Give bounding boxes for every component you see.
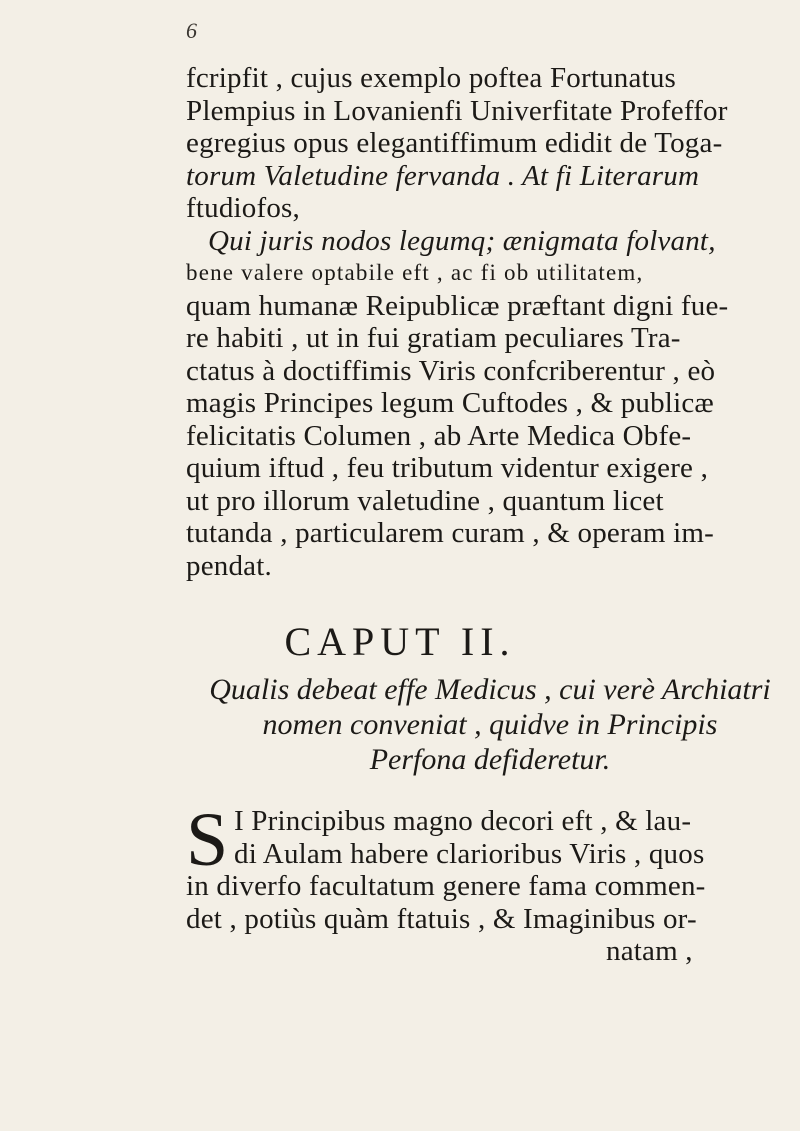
- page-number: 6: [186, 18, 197, 43]
- text-line: ut pro illorum valetudine , quantum licet: [186, 484, 664, 517]
- paragraph-1: [186, 62, 786, 582]
- text-line: fcripfit , cujus exemplo poftea Fortunatus: [186, 62, 677, 94]
- text-line: in diverfo facultatum genere fama commen-: [186, 870, 706, 902]
- text-line: pendat.: [186, 549, 272, 582]
- chapter-subtitle: [180, 672, 800, 777]
- subtitle-line: Perfona defideretur.: [369, 743, 611, 776]
- text-line: I Principibus magno decori eft , & lau-: [234, 805, 692, 837]
- verse-line: Qui juris nodos legumq; ænigmata folvant,: [208, 224, 716, 257]
- paragraph-2: [186, 798, 786, 968]
- text-line: torum Valetudine fervanda . At fi Literarum: [186, 159, 700, 192]
- text-line: felicitatis Columen , ab Arte Medica Obfe-: [186, 419, 692, 452]
- subtitle-line: nomen conveniat , quidve in Principis: [262, 708, 718, 741]
- text-line: re habiti , ut in fui gratiam peculiares Tra-: [186, 322, 681, 354]
- chapter-heading: CAPUT II.: [284, 619, 516, 664]
- text-line: quium iftud , feu tributum videntur exigere ,: [186, 452, 709, 484]
- drop-cap: S: [186, 798, 229, 882]
- text-line: ftudiofos,: [186, 192, 300, 224]
- text-line: egregius opus elegantiffimum edidit de Toga-: [186, 127, 723, 159]
- text-line: det , potiùs quàm ftatuis , & Imaginibus or-: [186, 902, 697, 935]
- text-line: bene valere optabile eft , ac fi ob utilitatem,: [186, 260, 644, 285]
- text-line: Plempius in Lovanienfi Univerfitate Profeffor: [186, 94, 728, 127]
- text-line: magis Principes legum Cuftodes , & publicæ: [186, 387, 714, 419]
- subtitle-line: Qualis debeat effe Medicus , cui verè Archiatri: [209, 673, 771, 706]
- catchword: natam ,: [606, 935, 693, 967]
- text-line: tutanda , particularem curam , & operam im-: [186, 517, 714, 549]
- text-line: di Aulam habere clarioribus Viris , quos: [234, 837, 705, 870]
- text-line: ctatus à doctiffimis Viris confcriberentur , eò: [186, 354, 716, 387]
- text-line: quam humanæ Reipublicæ præftant digni fue-: [186, 289, 729, 322]
